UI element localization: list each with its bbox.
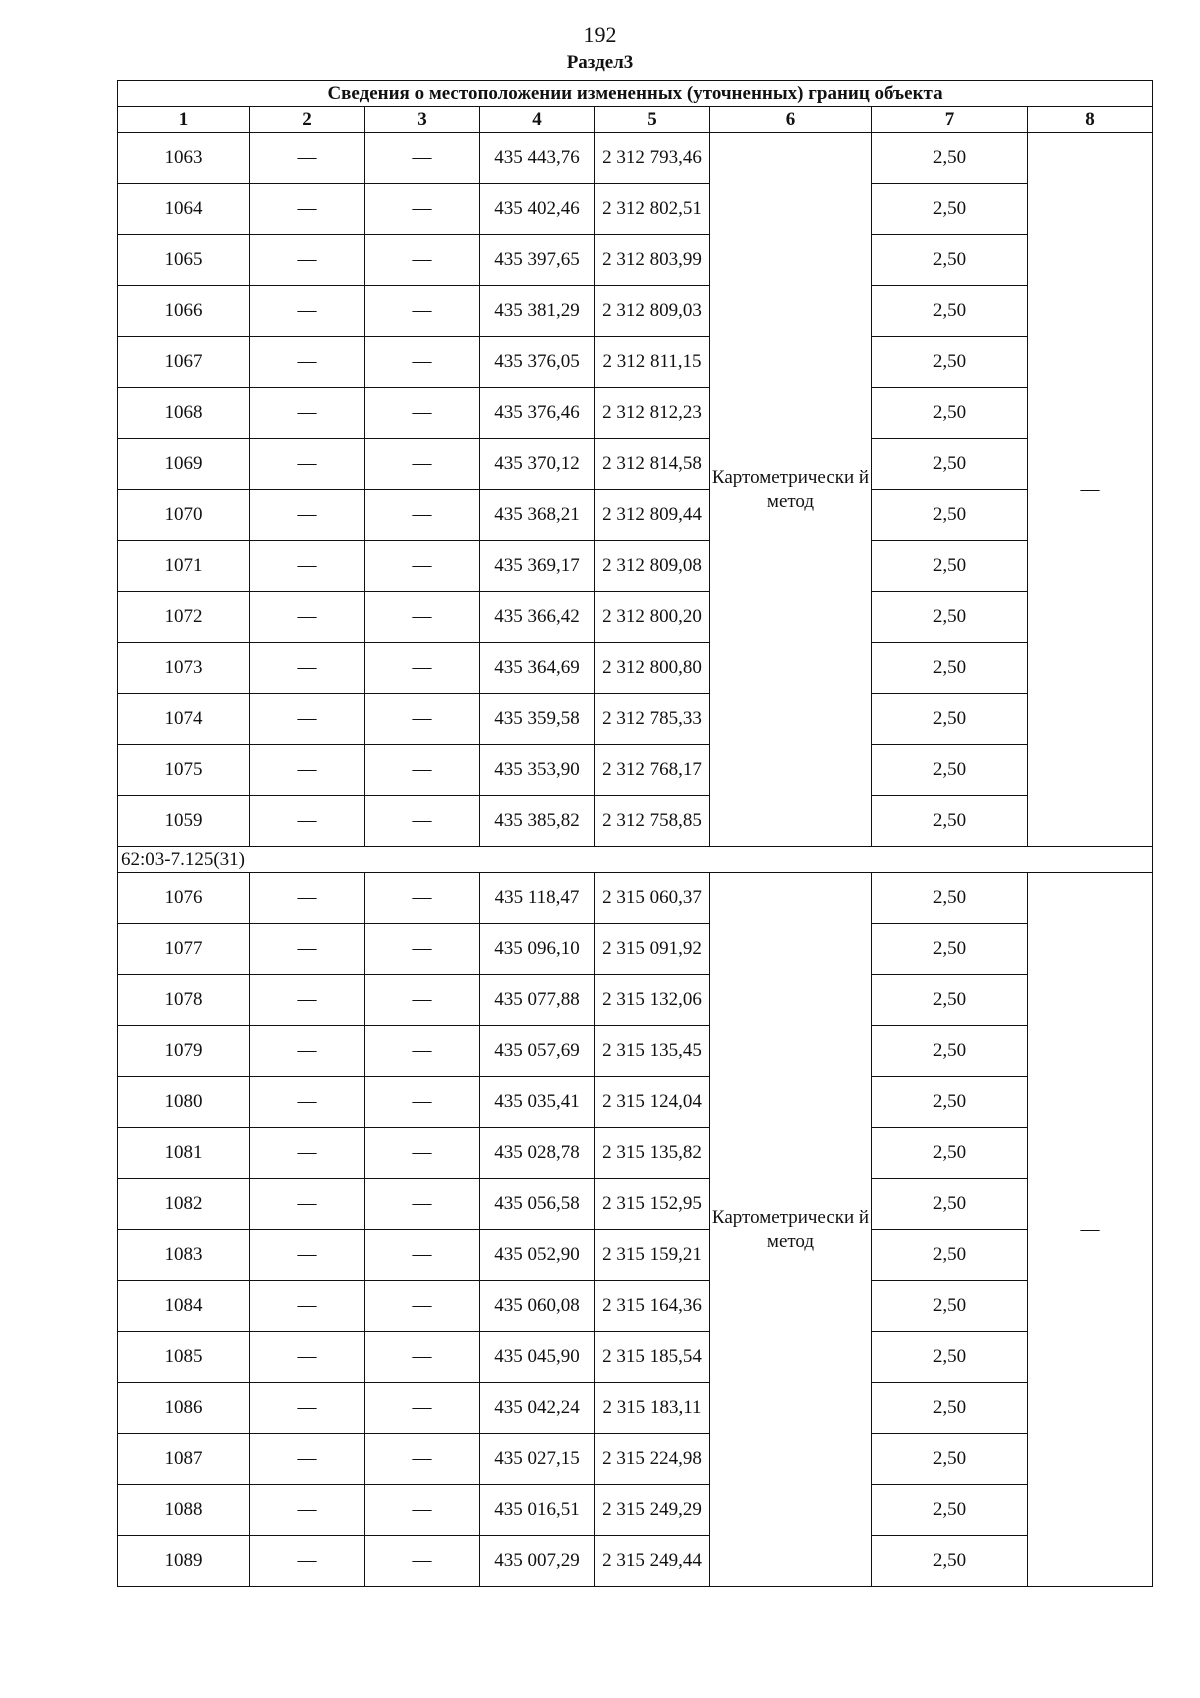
column-3-cell: — xyxy=(365,643,480,694)
point-number-cell: 1074 xyxy=(118,694,250,745)
table-row xyxy=(118,184,1153,235)
y-coordinate-cell: 2 312 800,20 xyxy=(595,592,710,643)
x-coordinate-cell: 435 028,78 xyxy=(480,1128,595,1179)
accuracy-cell: 2,50 xyxy=(872,1026,1028,1077)
y-coordinate-cell: 2 312 802,51 xyxy=(595,184,710,235)
column-2-cell: — xyxy=(250,541,365,592)
column-2-cell: — xyxy=(250,643,365,694)
y-coordinate-cell: 2 312 809,03 xyxy=(595,286,710,337)
y-coordinate-cell: 2 312 812,23 xyxy=(595,388,710,439)
table-row xyxy=(118,873,1153,924)
boundary-points-table xyxy=(117,80,1153,1587)
column-3-cell: — xyxy=(365,1383,480,1434)
column-2-cell: — xyxy=(250,439,365,490)
point-number-cell: 1089 xyxy=(118,1536,250,1587)
y-coordinate-cell: 2 312 768,17 xyxy=(595,745,710,796)
x-coordinate-cell: 435 045,90 xyxy=(480,1332,595,1383)
column-3-cell: — xyxy=(365,1128,480,1179)
column-3-cell: — xyxy=(365,133,480,184)
accuracy-cell: 2,50 xyxy=(872,1536,1028,1587)
column-3-cell: — xyxy=(365,1230,480,1281)
table-row xyxy=(118,975,1153,1026)
x-coordinate-cell: 435 376,05 xyxy=(480,337,595,388)
table-row xyxy=(118,1179,1153,1230)
x-coordinate-cell: 435 007,29 xyxy=(480,1536,595,1587)
point-number-cell: 1066 xyxy=(118,286,250,337)
accuracy-cell: 2,50 xyxy=(872,924,1028,975)
y-coordinate-cell: 2 315 060,37 xyxy=(595,873,710,924)
column-2-cell: — xyxy=(250,490,365,541)
column-2-cell: — xyxy=(250,1536,365,1587)
accuracy-cell: 2,50 xyxy=(872,1332,1028,1383)
accuracy-cell: 2,50 xyxy=(872,975,1028,1026)
column-2-cell: — xyxy=(250,1332,365,1383)
point-number-cell: 1076 xyxy=(118,873,250,924)
point-number-cell: 1059 xyxy=(118,796,250,847)
column-header-5: 5 xyxy=(595,107,710,133)
accuracy-cell: 2,50 xyxy=(872,1179,1028,1230)
column-3-cell: — xyxy=(365,924,480,975)
column-3-cell: — xyxy=(365,235,480,286)
y-coordinate-cell: 2 312 809,08 xyxy=(595,541,710,592)
accuracy-cell: 2,50 xyxy=(872,873,1028,924)
column-3-cell: — xyxy=(365,337,480,388)
table-row xyxy=(118,1128,1153,1179)
table-row xyxy=(118,1281,1153,1332)
column-3-cell: — xyxy=(365,1332,480,1383)
column-3-cell: — xyxy=(365,1077,480,1128)
column-2-cell: — xyxy=(250,1434,365,1485)
column-3-cell: — xyxy=(365,694,480,745)
point-number-cell: 1088 xyxy=(118,1485,250,1536)
point-number-cell: 1078 xyxy=(118,975,250,1026)
x-coordinate-cell: 435 035,41 xyxy=(480,1077,595,1128)
point-number-cell: 1079 xyxy=(118,1026,250,1077)
y-coordinate-cell: 2 312 809,44 xyxy=(595,490,710,541)
column-2-cell: — xyxy=(250,133,365,184)
accuracy-cell: 2,50 xyxy=(872,184,1028,235)
column-3-cell: — xyxy=(365,184,480,235)
accuracy-cell: 2,50 xyxy=(872,1485,1028,1536)
x-coordinate-cell: 435 364,69 xyxy=(480,643,595,694)
column-header-1: 1 xyxy=(118,107,250,133)
column-header-row xyxy=(118,107,1153,133)
table-row xyxy=(118,541,1153,592)
column-header-4: 4 xyxy=(480,107,595,133)
accuracy-cell: 2,50 xyxy=(872,541,1028,592)
column-header-7: 7 xyxy=(872,107,1028,133)
column-2-cell: — xyxy=(250,1485,365,1536)
section-title: Раздел3 xyxy=(566,52,634,73)
x-coordinate-cell: 435 385,82 xyxy=(480,796,595,847)
column-2-cell: — xyxy=(250,1383,365,1434)
point-number-cell: 1086 xyxy=(118,1383,250,1434)
note-cell: — xyxy=(1028,133,1153,847)
y-coordinate-cell: 2 315 152,95 xyxy=(595,1179,710,1230)
y-coordinate-cell: 2 312 803,99 xyxy=(595,235,710,286)
y-coordinate-cell: 2 315 183,11 xyxy=(595,1383,710,1434)
point-number-cell: 1085 xyxy=(118,1332,250,1383)
column-3-cell: — xyxy=(365,745,480,796)
note-cell: — xyxy=(1028,873,1153,1587)
column-3-cell: — xyxy=(365,1485,480,1536)
column-3-cell: — xyxy=(365,439,480,490)
table-row xyxy=(118,592,1153,643)
point-number-cell: 1064 xyxy=(118,184,250,235)
x-coordinate-cell: 435 353,90 xyxy=(480,745,595,796)
column-3-cell: — xyxy=(365,490,480,541)
accuracy-cell: 2,50 xyxy=(872,337,1028,388)
y-coordinate-cell: 2 312 811,15 xyxy=(595,337,710,388)
x-coordinate-cell: 435 443,76 xyxy=(480,133,595,184)
column-header-8: 8 xyxy=(1028,107,1153,133)
y-coordinate-cell: 2 315 164,36 xyxy=(595,1281,710,1332)
accuracy-cell: 2,50 xyxy=(872,1383,1028,1434)
page-number: 192 xyxy=(583,22,617,47)
column-3-cell: — xyxy=(365,1434,480,1485)
x-coordinate-cell: 435 057,69 xyxy=(480,1026,595,1077)
table-row xyxy=(118,133,1153,184)
accuracy-cell: 2,50 xyxy=(872,388,1028,439)
method-cell: Картометрически й метод xyxy=(710,133,872,847)
x-coordinate-cell: 435 368,21 xyxy=(480,490,595,541)
column-3-cell: — xyxy=(365,1179,480,1230)
column-3-cell: — xyxy=(365,975,480,1026)
table-body xyxy=(118,133,1153,1587)
table-row xyxy=(118,1383,1153,1434)
column-2-cell: — xyxy=(250,184,365,235)
x-coordinate-cell: 435 397,65 xyxy=(480,235,595,286)
column-3-cell: — xyxy=(365,796,480,847)
accuracy-cell: 2,50 xyxy=(872,235,1028,286)
table-row xyxy=(118,1332,1153,1383)
y-coordinate-cell: 2 315 185,54 xyxy=(595,1332,710,1383)
column-header-6: 6 xyxy=(710,107,872,133)
x-coordinate-cell: 435 366,42 xyxy=(480,592,595,643)
accuracy-cell: 2,50 xyxy=(872,133,1028,184)
y-coordinate-cell: 2 315 249,44 xyxy=(595,1536,710,1587)
y-coordinate-cell: 2 315 091,92 xyxy=(595,924,710,975)
point-number-cell: 1065 xyxy=(118,235,250,286)
table-caption-row xyxy=(118,81,1153,107)
column-3-cell: — xyxy=(365,388,480,439)
point-number-cell: 1068 xyxy=(118,388,250,439)
table-row xyxy=(118,1026,1153,1077)
column-3-cell: — xyxy=(365,541,480,592)
accuracy-cell: 2,50 xyxy=(872,1281,1028,1332)
column-2-cell: — xyxy=(250,873,365,924)
y-coordinate-cell: 2 312 800,80 xyxy=(595,643,710,694)
point-number-cell: 1072 xyxy=(118,592,250,643)
accuracy-cell: 2,50 xyxy=(872,796,1028,847)
x-coordinate-cell: 435 077,88 xyxy=(480,975,595,1026)
table-row xyxy=(118,643,1153,694)
table-row xyxy=(118,286,1153,337)
y-coordinate-cell: 2 315 135,45 xyxy=(595,1026,710,1077)
y-coordinate-cell: 2 315 159,21 xyxy=(595,1230,710,1281)
column-2-cell: — xyxy=(250,1026,365,1077)
point-number-cell: 1080 xyxy=(118,1077,250,1128)
x-coordinate-cell: 435 096,10 xyxy=(480,924,595,975)
column-3-cell: — xyxy=(365,592,480,643)
column-2-cell: — xyxy=(250,924,365,975)
point-number-cell: 1073 xyxy=(118,643,250,694)
y-coordinate-cell: 2 312 758,85 xyxy=(595,796,710,847)
accuracy-cell: 2,50 xyxy=(872,1230,1028,1281)
table-row xyxy=(118,490,1153,541)
y-coordinate-cell: 2 312 793,46 xyxy=(595,133,710,184)
column-3-cell: — xyxy=(365,1281,480,1332)
column-2-cell: — xyxy=(250,975,365,1026)
accuracy-cell: 2,50 xyxy=(872,592,1028,643)
accuracy-cell: 2,50 xyxy=(872,286,1028,337)
point-number-cell: 1067 xyxy=(118,337,250,388)
point-number-cell: 1070 xyxy=(118,490,250,541)
x-coordinate-cell: 435 118,47 xyxy=(480,873,595,924)
accuracy-cell: 2,50 xyxy=(872,643,1028,694)
x-coordinate-cell: 435 376,46 xyxy=(480,388,595,439)
point-number-cell: 1063 xyxy=(118,133,250,184)
accuracy-cell: 2,50 xyxy=(872,1128,1028,1179)
x-coordinate-cell: 435 369,17 xyxy=(480,541,595,592)
column-2-cell: — xyxy=(250,286,365,337)
column-3-cell: — xyxy=(365,286,480,337)
column-2-cell: — xyxy=(250,1281,365,1332)
column-2-cell: — xyxy=(250,1128,365,1179)
table-row xyxy=(118,1536,1153,1587)
object-number: 62:03-7.125(31) xyxy=(118,847,1153,873)
column-2-cell: — xyxy=(250,796,365,847)
x-coordinate-cell: 435 381,29 xyxy=(480,286,595,337)
table-row xyxy=(118,388,1153,439)
table-row xyxy=(118,337,1153,388)
table-row xyxy=(118,694,1153,745)
column-header-3: 3 xyxy=(365,107,480,133)
y-coordinate-cell: 2 315 135,82 xyxy=(595,1128,710,1179)
method-cell: Картометрически й метод xyxy=(710,873,872,1587)
accuracy-cell: 2,50 xyxy=(872,694,1028,745)
object-number-row xyxy=(118,847,1153,873)
accuracy-cell: 2,50 xyxy=(872,1434,1028,1485)
column-2-cell: — xyxy=(250,1077,365,1128)
table-row xyxy=(118,1434,1153,1485)
x-coordinate-cell: 435 402,46 xyxy=(480,184,595,235)
accuracy-cell: 2,50 xyxy=(872,745,1028,796)
y-coordinate-cell: 2 315 124,04 xyxy=(595,1077,710,1128)
table-row xyxy=(118,796,1153,847)
column-2-cell: — xyxy=(250,745,365,796)
column-2-cell: — xyxy=(250,1179,365,1230)
x-coordinate-cell: 435 042,24 xyxy=(480,1383,595,1434)
table-row xyxy=(118,924,1153,975)
x-coordinate-cell: 435 052,90 xyxy=(480,1230,595,1281)
table-caption: Сведения о местоположении измененных (уточненных) границ объекта xyxy=(118,81,1153,107)
point-number-cell: 1087 xyxy=(118,1434,250,1485)
x-coordinate-cell: 435 060,08 xyxy=(480,1281,595,1332)
x-coordinate-cell: 435 370,12 xyxy=(480,439,595,490)
table-row xyxy=(118,235,1153,286)
column-2-cell: — xyxy=(250,388,365,439)
column-2-cell: — xyxy=(250,592,365,643)
accuracy-cell: 2,50 xyxy=(872,1077,1028,1128)
y-coordinate-cell: 2 315 249,29 xyxy=(595,1485,710,1536)
x-coordinate-cell: 435 359,58 xyxy=(480,694,595,745)
column-3-cell: — xyxy=(365,873,480,924)
x-coordinate-cell: 435 016,51 xyxy=(480,1485,595,1536)
accuracy-cell: 2,50 xyxy=(872,439,1028,490)
x-coordinate-cell: 435 027,15 xyxy=(480,1434,595,1485)
table-row xyxy=(118,1485,1153,1536)
table-row xyxy=(118,1077,1153,1128)
column-2-cell: — xyxy=(250,337,365,388)
y-coordinate-cell: 2 312 785,33 xyxy=(595,694,710,745)
y-coordinate-cell: 2 312 814,58 xyxy=(595,439,710,490)
accuracy-cell: 2,50 xyxy=(872,490,1028,541)
column-3-cell: — xyxy=(365,1536,480,1587)
point-number-cell: 1071 xyxy=(118,541,250,592)
column-2-cell: — xyxy=(250,235,365,286)
column-header-2: 2 xyxy=(250,107,365,133)
table-row xyxy=(118,439,1153,490)
point-number-cell: 1083 xyxy=(118,1230,250,1281)
point-number-cell: 1069 xyxy=(118,439,250,490)
point-number-cell: 1082 xyxy=(118,1179,250,1230)
point-number-cell: 1081 xyxy=(118,1128,250,1179)
column-2-cell: — xyxy=(250,694,365,745)
point-number-cell: 1084 xyxy=(118,1281,250,1332)
point-number-cell: 1077 xyxy=(118,924,250,975)
y-coordinate-cell: 2 315 132,06 xyxy=(595,975,710,1026)
point-number-cell: 1075 xyxy=(118,745,250,796)
table-row xyxy=(118,1230,1153,1281)
y-coordinate-cell: 2 315 224,98 xyxy=(595,1434,710,1485)
table-row xyxy=(118,745,1153,796)
column-3-cell: — xyxy=(365,1026,480,1077)
x-coordinate-cell: 435 056,58 xyxy=(480,1179,595,1230)
column-2-cell: — xyxy=(250,1230,365,1281)
